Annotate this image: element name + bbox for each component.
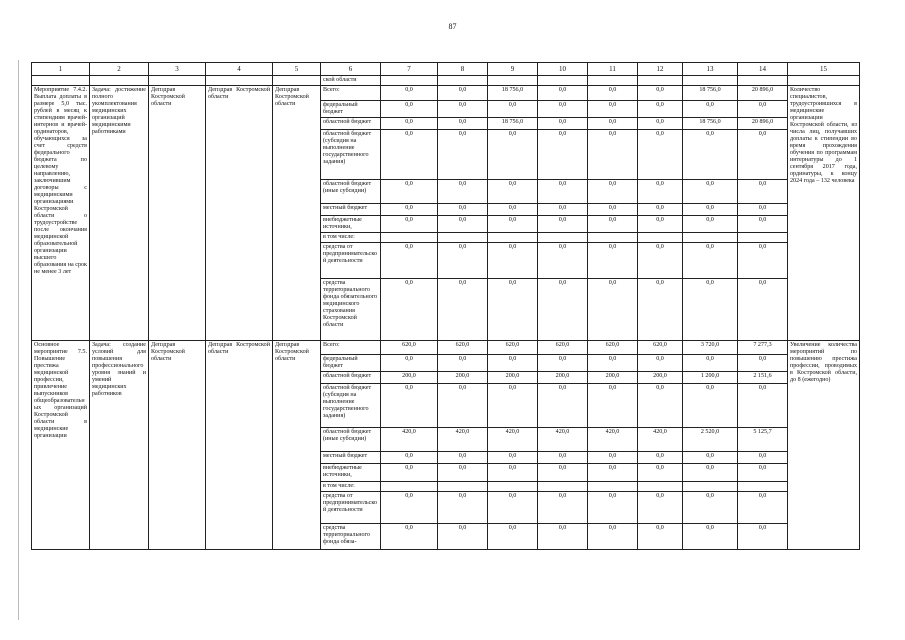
value-cell: 420,0 (638, 428, 683, 452)
header-cell: 14 (738, 63, 788, 76)
value-cell: 620,0 (381, 341, 438, 355)
block1-col1-cell: Мероприятие 7.4.2. Выплата доплаты в размере 5,0 тыс. рублей в месяц к стипендиям врачей-интернов и врачей-ординаторов, обучающихся за счет средств федерального бюджета по целевому направлению, заключившим договоры с медицинскими организациями Костромской области о трудоустройстве после окончания медицинской образовательной организации высшего образования на срок не менее 3 лет (32, 86, 90, 341)
value-cell (738, 482, 788, 492)
page-number: 87 (448, 22, 457, 31)
value-cell (438, 233, 488, 243)
value-cell: 0,0 (638, 243, 683, 279)
value-cell: 200,0 (438, 372, 488, 384)
source-label: федеральный бюджет (321, 355, 381, 372)
block2-col3-cell: Депздрав Костромской области (149, 341, 206, 550)
value-cell: 0,0 (488, 204, 538, 216)
header-cell: 9 (488, 63, 538, 76)
value-cell: 0,0 (588, 204, 638, 216)
value-cell (683, 233, 738, 243)
value-cell: 200,0 (488, 372, 538, 384)
value-cell: 0,0 (683, 180, 738, 204)
value-cell: 0,0 (683, 216, 738, 233)
value-cell: 0,0 (588, 216, 638, 233)
value-cell: 0,0 (438, 130, 488, 180)
value-cell: 0,0 (588, 384, 638, 428)
header-row (32, 63, 860, 76)
value-cell: 0,0 (588, 524, 638, 550)
program-table (31, 62, 860, 550)
value-cell: 18 756,0 (683, 118, 738, 130)
header-cell: 15 (788, 63, 860, 76)
value-cell: 0,0 (538, 216, 588, 233)
value-cell: 200,0 (381, 372, 438, 384)
source-label: областной бюджет (иные субсидии) (321, 428, 381, 452)
value-cell: 0,0 (638, 464, 683, 482)
value-cell: 0,0 (638, 452, 683, 464)
value-cell: 620,0 (538, 341, 588, 355)
value-cell (683, 482, 738, 492)
value-cell: 2 151,6 (738, 372, 788, 384)
value-cell: 0,0 (638, 118, 683, 130)
value-cell: 0,0 (438, 384, 488, 428)
value-cell: 0,0 (638, 130, 683, 180)
value-cell: 0,0 (538, 355, 588, 372)
value-cell: 0,0 (381, 279, 438, 341)
value-cell: 0,0 (738, 452, 788, 464)
block1-col5-cell: Депздрав Костромской области (273, 86, 321, 341)
value-cell: 0,0 (488, 452, 538, 464)
value-cell (488, 233, 538, 243)
scan-edge-line (18, 60, 19, 620)
value-cell: 0,0 (683, 101, 738, 118)
block1-col2-cell: Задача: достижение полного укомплектования медицинских организаций медицинскими работниками (90, 86, 149, 341)
value-cell: 0,0 (538, 384, 588, 428)
value-cell: 0,0 (638, 180, 683, 204)
value-cell: 0,0 (438, 216, 488, 233)
header-cell: 12 (638, 63, 683, 76)
header-cell: 5 (273, 63, 321, 76)
value-cell (638, 233, 683, 243)
value-cell: 0,0 (381, 384, 438, 428)
value-cell: 0,0 (381, 216, 438, 233)
value-cell: 420,0 (438, 428, 488, 452)
source-label: Всего: (321, 86, 381, 101)
header-cell: 11 (588, 63, 638, 76)
value-cell: 0,0 (538, 243, 588, 279)
value-cell: 0,0 (488, 524, 538, 550)
value-cell: 0,0 (381, 355, 438, 372)
value-cell: 0,0 (538, 452, 588, 464)
value-cell: 0,0 (588, 464, 638, 482)
value-cell: 0,0 (438, 464, 488, 482)
value-cell: 620,0 (588, 341, 638, 355)
header-cell: 10 (538, 63, 588, 76)
block2-col5-cell: Депздрав Костромской области (273, 341, 321, 550)
value-cell: 0,0 (488, 243, 538, 279)
value-cell: 0,0 (638, 492, 683, 524)
value-cell: 0,0 (488, 464, 538, 482)
value-cell: 0,0 (438, 492, 488, 524)
value-cell: 0,0 (588, 86, 638, 101)
source-label: внебюджетные источники, (321, 216, 381, 233)
value-cell: 0,0 (538, 118, 588, 130)
source-label: областной бюджет (321, 372, 381, 384)
value-cell: 0,0 (738, 464, 788, 482)
value-cell: 420,0 (538, 428, 588, 452)
value-cell: 0,0 (488, 384, 538, 428)
value-cell: 18 756,0 (488, 86, 538, 101)
value-cell: 0,0 (438, 118, 488, 130)
value-cell: 200,0 (638, 372, 683, 384)
block2-col4-cell: Депздрав Костромской области (206, 341, 273, 550)
source-label: средства территориального фонда обязательного медицинского страхования Костромской области (321, 279, 381, 341)
value-cell: 0,0 (738, 216, 788, 233)
source-label: местный бюджет (321, 452, 381, 464)
value-cell: 0,0 (588, 130, 638, 180)
block2-col2-cell: Задача: создание условий для повышения профессионального уровня знаний и умений медицинских работников (90, 341, 149, 550)
continuation-row (32, 76, 860, 86)
value-cell: 0,0 (488, 101, 538, 118)
value-cell (438, 482, 488, 492)
value-cell: 0,0 (683, 279, 738, 341)
value-cell: 0,0 (438, 279, 488, 341)
value-cell: 0,0 (638, 384, 683, 428)
source-label: областной бюджет (субсидия на выполнение государственного задания) (321, 130, 381, 180)
value-cell (738, 233, 788, 243)
source-label: областной бюджет (иные субсидии) (321, 180, 381, 204)
value-cell: 0,0 (638, 204, 683, 216)
value-cell: 20 896,0 (738, 118, 788, 130)
value-cell (381, 482, 438, 492)
value-cell: 0,0 (538, 204, 588, 216)
source-label: средства территориального фонда обяза- (321, 524, 381, 550)
value-cell: 5 125,7 (738, 428, 788, 452)
value-cell: 0,0 (488, 130, 538, 180)
value-cell: 0,0 (381, 101, 438, 118)
value-cell: 0,0 (438, 86, 488, 101)
value-cell: 0,0 (738, 204, 788, 216)
header-cell: 1 (32, 63, 90, 76)
source-label: Всего: (321, 341, 381, 355)
value-cell: 0,0 (381, 452, 438, 464)
value-cell: 7 277,3 (738, 341, 788, 355)
value-cell: 0,0 (638, 86, 683, 101)
value-cell: 200,0 (588, 372, 638, 384)
header-cell: 8 (438, 63, 488, 76)
value-cell: 0,0 (738, 101, 788, 118)
value-cell: 0,0 (538, 101, 588, 118)
value-cell: 0,0 (538, 279, 588, 341)
value-cell: 200,0 (538, 372, 588, 384)
value-cell: 0,0 (738, 384, 788, 428)
value-cell (538, 233, 588, 243)
value-cell: 0,0 (538, 492, 588, 524)
value-cell: 0,0 (738, 243, 788, 279)
source-label: средства от предпринимательской деятельности (321, 243, 381, 279)
value-cell: 0,0 (538, 86, 588, 101)
header-cell: 13 (683, 63, 738, 76)
value-cell: 0,0 (683, 130, 738, 180)
header-cell: 4 (206, 63, 273, 76)
value-cell: 0,0 (638, 355, 683, 372)
value-cell: 0,0 (381, 118, 438, 130)
value-cell: 0,0 (738, 524, 788, 550)
value-cell: 20 896,0 (738, 86, 788, 101)
value-cell: 0,0 (488, 492, 538, 524)
source-label: в том числе: (321, 482, 381, 492)
value-cell: 0,0 (438, 101, 488, 118)
value-cell: 0,0 (683, 464, 738, 482)
value-cell: 0,0 (381, 464, 438, 482)
value-cell (538, 482, 588, 492)
value-cell: 0,0 (488, 216, 538, 233)
value-cell: 420,0 (588, 428, 638, 452)
block2-col1-cell: Основное мероприятие 7.5. Повышение престижа медицинской профессии, привлечение выпускников общеобразовательных организаций Костромской области в медицинские организации (32, 341, 90, 550)
header-cell: 3 (149, 63, 206, 76)
value-cell: 0,0 (381, 492, 438, 524)
value-cell: 620,0 (638, 341, 683, 355)
value-cell: 0,0 (438, 355, 488, 372)
value-cell: 0,0 (638, 524, 683, 550)
value-cell: 0,0 (738, 492, 788, 524)
source-label: федеральный бюджет (321, 101, 381, 118)
value-cell: 0,0 (588, 180, 638, 204)
value-cell: 0,0 (738, 180, 788, 204)
value-cell: 0,0 (588, 492, 638, 524)
value-cell: 0,0 (683, 384, 738, 428)
value-cell: 0,0 (381, 524, 438, 550)
value-cell: 0,0 (683, 204, 738, 216)
value-cell: 18 756,0 (488, 118, 538, 130)
block1-result-cell: Количество специалистов, трудоустроившихся в медицинские организации Костромской области, из числа лиц, получавших доплаты к стипендии во время прохождения обучения по программам интернатуры до 1 сентября 2017 года, ординатуры, к концу 2024 года – 132 человека (788, 86, 860, 341)
value-cell: 0,0 (488, 180, 538, 204)
value-cell: 0,0 (683, 355, 738, 372)
value-cell: 0,0 (683, 492, 738, 524)
funding-row (32, 86, 860, 101)
value-cell: 0,0 (738, 130, 788, 180)
value-cell (381, 233, 438, 243)
value-cell: 0,0 (438, 524, 488, 550)
value-cell: 0,0 (381, 180, 438, 204)
value-cell: 0,0 (381, 86, 438, 101)
value-cell: 1 200,0 (683, 372, 738, 384)
value-cell: 0,0 (438, 243, 488, 279)
value-cell: 0,0 (438, 452, 488, 464)
value-cell: 0,0 (381, 243, 438, 279)
source-label: в том числе: (321, 233, 381, 243)
value-cell: 420,0 (381, 428, 438, 452)
value-cell: 0,0 (683, 243, 738, 279)
value-cell: 620,0 (438, 341, 488, 355)
value-cell: 0,0 (738, 279, 788, 341)
value-cell: 0,0 (638, 279, 683, 341)
value-cell: 2 520,0 (683, 428, 738, 452)
continuation-label: ской области (321, 76, 381, 86)
source-label: областной бюджет (321, 118, 381, 130)
value-cell: 0,0 (588, 118, 638, 130)
value-cell: 0,0 (381, 204, 438, 216)
header-cell: 2 (90, 63, 149, 76)
block1-col4-cell: Депздрав Костромской области (206, 86, 273, 341)
value-cell: 0,0 (588, 243, 638, 279)
value-cell: 0,0 (488, 355, 538, 372)
value-cell: 0,0 (538, 180, 588, 204)
value-cell: 0,0 (588, 101, 638, 118)
funding-row (32, 341, 860, 355)
value-cell: 0,0 (588, 279, 638, 341)
block1-col3-cell: Депздрав Костромской области (149, 86, 206, 341)
value-cell: 0,0 (488, 279, 538, 341)
value-cell: 620,0 (488, 341, 538, 355)
header-cell: 7 (381, 63, 438, 76)
value-cell: 0,0 (538, 130, 588, 180)
value-cell: 3 720,0 (683, 341, 738, 355)
source-label: областной бюджет (субсидия на выполнение государственного задания) (321, 384, 381, 428)
value-cell: 420,0 (488, 428, 538, 452)
value-cell (588, 233, 638, 243)
value-cell: 0,0 (638, 216, 683, 233)
value-cell: 0,0 (438, 180, 488, 204)
source-label: местный бюджет (321, 204, 381, 216)
source-label: внебюджетные источники, (321, 464, 381, 482)
value-cell: 0,0 (538, 524, 588, 550)
value-cell (588, 482, 638, 492)
value-cell: 0,0 (538, 464, 588, 482)
value-cell (638, 482, 683, 492)
value-cell: 0,0 (638, 101, 683, 118)
header-cell: 6 (321, 63, 381, 76)
value-cell: 0,0 (683, 524, 738, 550)
value-cell (488, 482, 538, 492)
value-cell: 0,0 (588, 355, 638, 372)
value-cell: 0,0 (588, 452, 638, 464)
value-cell: 18 756,0 (683, 86, 738, 101)
value-cell: 0,0 (438, 204, 488, 216)
value-cell: 0,0 (738, 355, 788, 372)
block2-result-cell: Увеличение количества мероприятий по повышению престижа профессии, проводимых в Костромской области, до 8 (ежегодно) (788, 341, 860, 550)
value-cell: 0,0 (683, 452, 738, 464)
source-label: средства от предпринимательской деятельности (321, 492, 381, 524)
value-cell: 0,0 (381, 130, 438, 180)
